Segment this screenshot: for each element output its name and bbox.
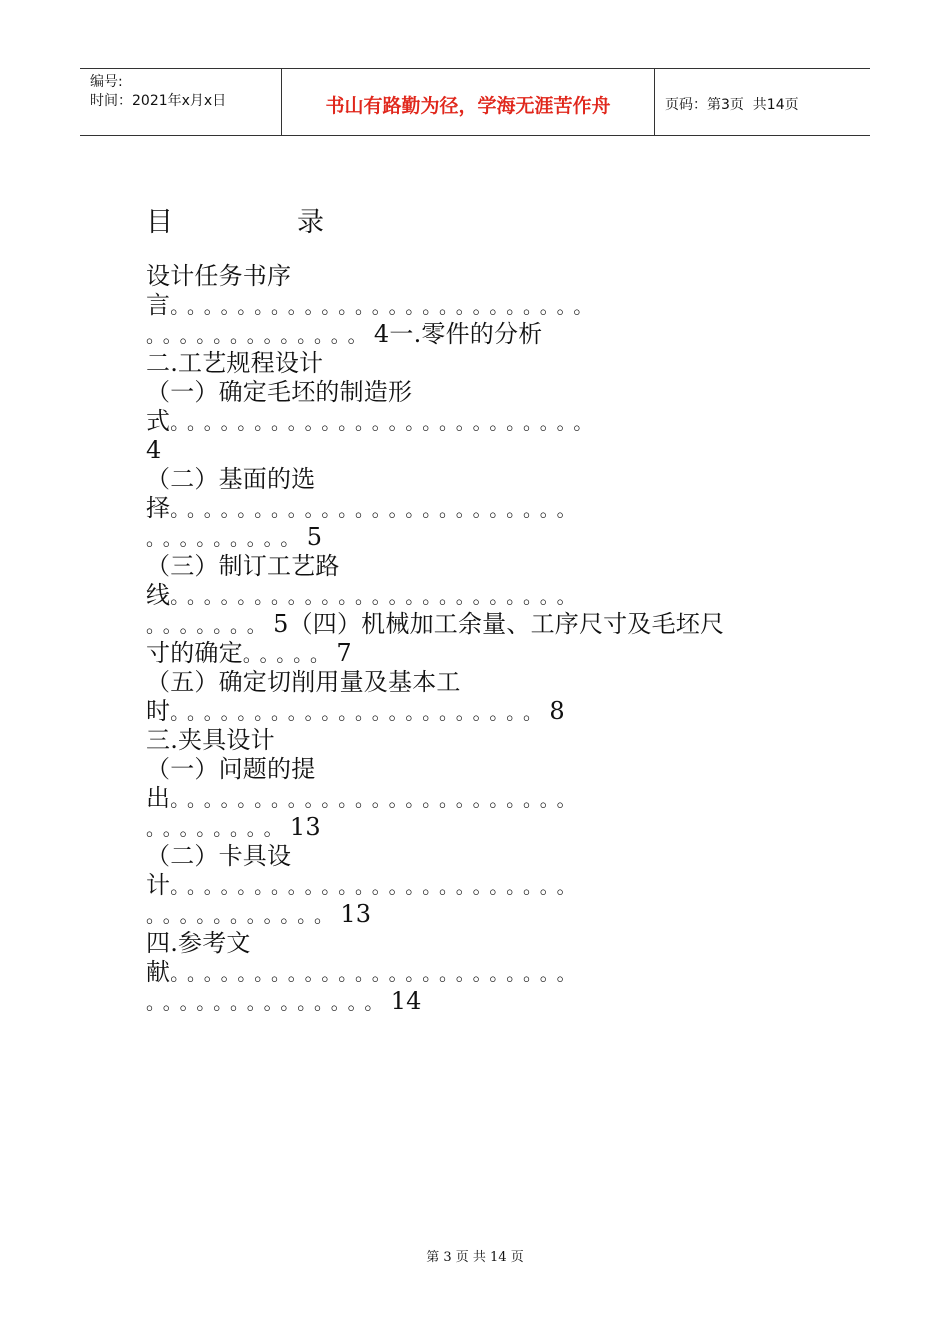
toc-line-dots: 。。。。。。。。。。。。。。。。。。。。。。。。 <box>170 789 583 811</box>
toc-line <box>146 755 826 784</box>
toc-line-dots: 。。。。。。。。。。。。。。 <box>146 992 391 1014</box>
header-meta <box>80 69 282 135</box>
page-header <box>80 68 870 136</box>
toc-title <box>146 200 324 239</box>
toc-line-text: 择 <box>146 494 171 522</box>
toc-line-text: 三.夹具设计 <box>146 726 275 754</box>
toc-line <box>146 668 826 697</box>
toc-list <box>146 262 826 1016</box>
toc-line <box>146 262 826 291</box>
toc-line-tail: 13 <box>340 900 372 928</box>
toc-line <box>146 523 826 552</box>
header-motto: 书山有路勤为径，学海无涯苦作舟 <box>282 69 655 135</box>
toc-line-text: （三）制订工艺路 <box>146 552 340 580</box>
toc-line-dots: 。。。。。。。。。。。。。。。。。。。。。。。。 <box>170 876 583 898</box>
toc-line-tail: 7 <box>336 639 352 667</box>
toc-line-dots: 。。。。。。。。 <box>146 818 290 840</box>
footer-page-number: 第 3 页 共 14 页 <box>426 1250 524 1265</box>
toc-line-text: 式 <box>146 407 171 435</box>
toc-line <box>146 494 826 523</box>
page-footer <box>0 1246 950 1265</box>
toc-line-tail: 14 <box>390 987 422 1015</box>
toc-line-dots: 。。。。。。。。。 <box>146 528 307 550</box>
toc-line-text: 4 <box>146 436 162 464</box>
toc-line <box>146 958 826 987</box>
toc-line <box>146 436 826 465</box>
toc-line-tail: 4一.零件的分析 <box>373 320 543 348</box>
toc-title-left: 目 <box>146 207 173 238</box>
toc-line-text: 寸的确定 <box>146 639 243 667</box>
toc-line-dots: 。。。。。。。。。。。 <box>146 905 341 927</box>
toc-line <box>146 465 826 494</box>
toc-line-tail: 5（四）机械加工余量、工序尺寸及毛坯尺 <box>273 610 725 638</box>
toc-line <box>146 291 826 320</box>
toc-line <box>146 639 826 668</box>
toc-line <box>146 320 826 349</box>
toc-line-tail: 5 <box>306 523 323 551</box>
toc-line <box>146 871 826 900</box>
toc-line-text: 二.工艺规程设计 <box>146 349 324 377</box>
toc-line-text: 时 <box>146 697 171 725</box>
toc-title-right: 录 <box>297 207 324 238</box>
toc-line-dots: 。。。。。。。。。。。。。。。。。。。。。。。。。 <box>170 296 600 318</box>
toc-line <box>146 349 826 378</box>
toc-line <box>146 697 826 726</box>
number-label: 编号: <box>90 74 123 90</box>
toc-line-dots: 。。。。。。。。。。。。。。。。。。。。。。。。 <box>170 586 583 608</box>
toc-line-text: 计 <box>146 871 171 899</box>
toc-line <box>146 378 826 407</box>
toc-line-text: （二）基面的选 <box>146 465 316 493</box>
toc-line <box>146 842 826 871</box>
toc-line <box>146 407 826 436</box>
toc-line-dots: 。。。。。。。 <box>146 615 274 637</box>
toc-line-dots: 。。。。。。。。。。。。。。。。。。。。。。。。。 <box>170 412 600 434</box>
time-label: 时间：2021年x月x日 <box>90 93 227 109</box>
toc-line-text: 线 <box>146 581 171 609</box>
toc-line <box>146 929 826 958</box>
toc-line-text: 四.参考文 <box>146 929 251 957</box>
header-page-info <box>655 69 870 135</box>
toc-line-tail: 13 <box>289 813 321 841</box>
toc-line-text: （一）确定毛坯的制造形 <box>146 378 413 406</box>
toc-line <box>146 987 826 1016</box>
page-info-text: 页码：第3页 共14页 <box>665 97 799 113</box>
toc-line-dots: 。。。。。。。。。。。。。 <box>146 325 374 347</box>
toc-line <box>146 813 826 842</box>
toc-line <box>146 726 826 755</box>
toc-line-text: （五）确定切削用量及基本工 <box>146 668 461 696</box>
toc-line <box>146 581 826 610</box>
toc-line-tail: 8 <box>549 697 565 725</box>
toc-line-dots: 。。。。。。。。。。。。。。。。。。。。。。。。 <box>170 499 583 521</box>
toc-line-dots: 。。。。。 <box>242 644 337 666</box>
toc-line-text: 言 <box>146 291 171 319</box>
toc-line-text: 出 <box>146 784 171 812</box>
toc-line-text: （二）卡具设 <box>146 842 292 870</box>
toc-line-text: 献 <box>146 958 171 986</box>
toc-line <box>146 610 826 639</box>
toc-line <box>146 552 826 581</box>
toc-line-text: 设计任务书序 <box>146 262 292 290</box>
toc-line-dots: 。。。。。。。。。。。。。。。。。。。。。。 <box>170 702 550 724</box>
toc-line-dots: 。。。。。。。。。。。。。。。。。。。。。。。。 <box>170 963 583 985</box>
toc-line <box>146 784 826 813</box>
toc-line-text: （一）问题的提 <box>146 755 316 783</box>
toc-line <box>146 900 826 929</box>
